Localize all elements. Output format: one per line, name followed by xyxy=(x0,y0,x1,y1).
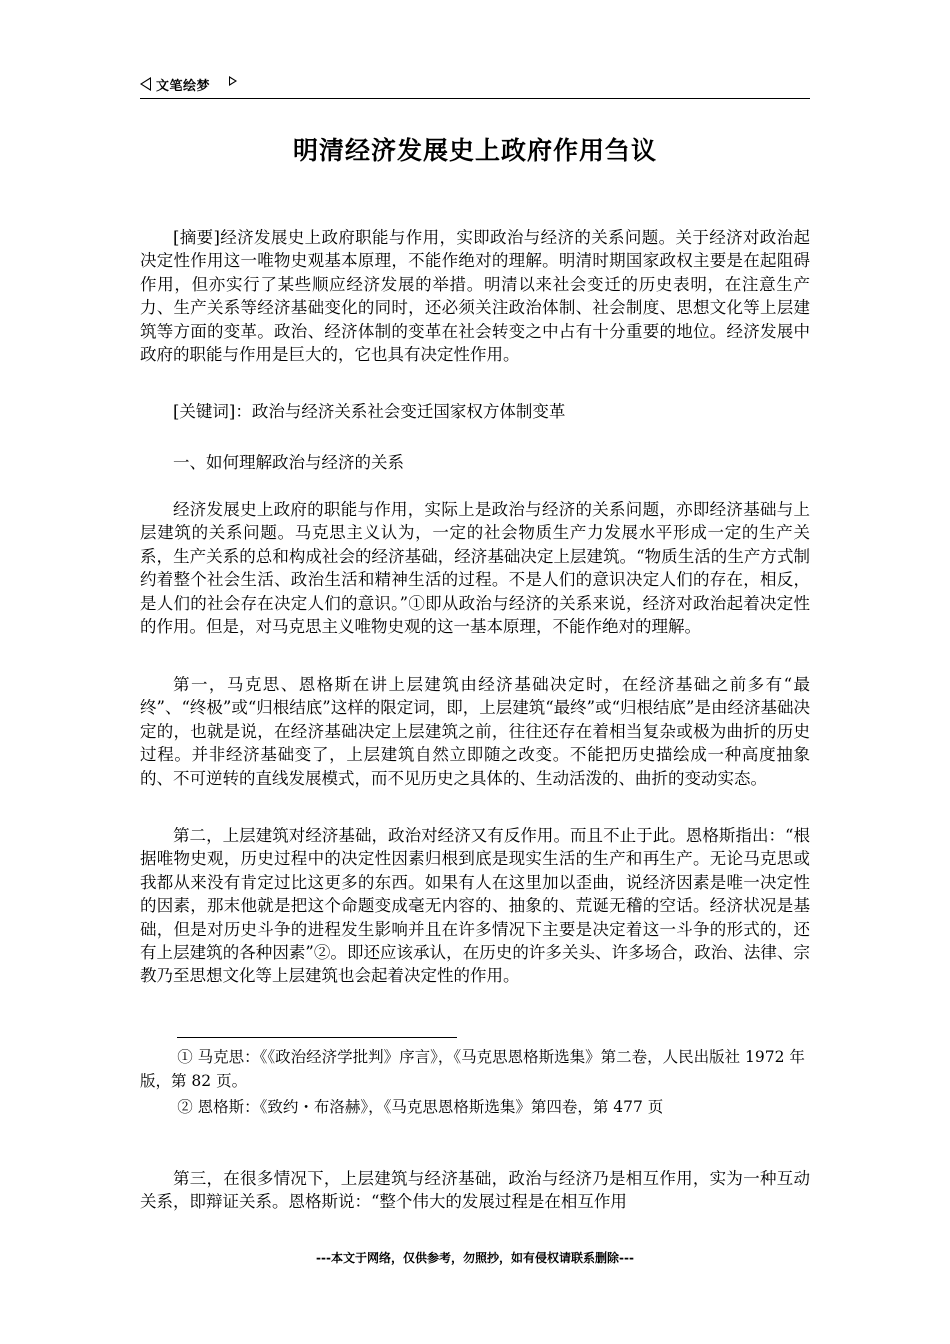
keywords-line: [关键词]：政治与经济关系社会变迁国家权方体制变革 xyxy=(173,402,566,421)
header-brand: 文笔绘梦 xyxy=(156,79,211,94)
body-paragraph-2: 第一，马克思、恩格斯在讲上层建筑由经济基础决定时，在经济基础之前多有“最终”、“终极”或“归根结底”这样的限定词，即，上层建筑“最终”或“归根结底”是由经济基础决定的，也就是说，在经济基础决定上层建筑之前，往往还存在着相当复杂或极为曲折的历史过程。并非经济基础变了，上层建筑自然立即随之改变。不能把历史描绘成一种高度抽象的、不可逆转的直线发展模式，而不见历史之具体的、生动活泼的、曲折的变动实态。 xyxy=(140,675,810,788)
footnote-1: ① 马克思：《《政治经济学批判》序言》，《马克思恩格斯选集》第二卷，人民出版社 1972 年版，第 82 页。 xyxy=(140,1048,805,1090)
abstract-paragraph: [摘要]经济发展史上政府职能与作用，实即政治与经济的关系问题。关于经济对政治起决定性作用这一唯物史观基本原理，不能作绝对的理解。明清时期国家政权主要是在起阻碍作用，但亦实行了某些顺应经济发展的举措。明清以来社会变迁的历史表明，在注意生产力、生产关系等经济基础变化的同时，还必须关注政治体制、社会制度、思想文化等上层建筑等方面的变革。政治、经济体制的变革在社会转变之中占有十分重要的地位。经济发展中政府的职能与作用是巨大的，它也具有决定性作用。 xyxy=(140,228,810,365)
triangle-left-icon xyxy=(140,77,151,91)
footnote-divider xyxy=(177,1037,457,1038)
body-paragraph-4: 第三，在很多情况下，上层建筑与经济基础，政治与经济乃是相互作用，实为一种互动关系，即辩证关系。恩格斯说：“整个伟大的发展过程是在相互作用 xyxy=(140,1169,810,1212)
document-title: 明清经济发展史上政府作用刍议 xyxy=(292,136,657,165)
page-header xyxy=(140,74,810,99)
page-footer-notice: ---本文于网络，仅供参考，勿照抄，如有侵权请联系删除--- xyxy=(316,1251,634,1265)
triangle-right-icon xyxy=(229,76,237,86)
body-paragraph-3: 第二，上层建筑对经济基础，政治对经济又有反作用。而且不止于此。恩格斯指出：“根据唯物史观，历史过程中的决定性因素归根到底是现实生活的生产和再生产。无论马克思或我都从来没有肯定过比这更多的东西。如果有人在这里加以歪曲，说经济因素是唯一决定性的因素，那末他就是把这个命题变成毫无内容的、抽象的、荒诞无稽的空话。经济状况是基础，但是对历史斗争的进程发生影响并且在许多情况下主要是决定着这一斗争的形式的，还有上层建筑的各种因素”②。即还应该承认，在历史的许多关头、许多场合，政治、法律、宗教乃至思想文化等上层建筑也会起着决定性的作用。 xyxy=(140,826,810,986)
footnote-2: ② 恩格斯：《致约・布洛赫》，《马克思恩格斯选集》第四卷，第 477 页 xyxy=(177,1098,664,1116)
body-paragraph-1: 经济发展史上政府的职能与作用，实际上是政治与经济的关系问题，亦即经济基础与上层建筑的关系问题。马克思主义认为，一定的社会物质生产力发展水平形成一定的生产关系，生产关系的总和构成社会的经济基础，经济基础决定上层建筑。“物质生活的生产方式制约着整个社会生活、政治生活和精神生活的过程。不是人们的意识决定人们的存在，相反，是人们的社会存在决定人们的意识。”①即从政治与经济的关系来说，经济对政治起着决定性的作用。但是，对马克思主义唯物史观的这一基本原理，不能作绝对的理解。 xyxy=(140,500,810,637)
section-heading: 一、如何理解政治与经济的关系 xyxy=(173,453,404,472)
